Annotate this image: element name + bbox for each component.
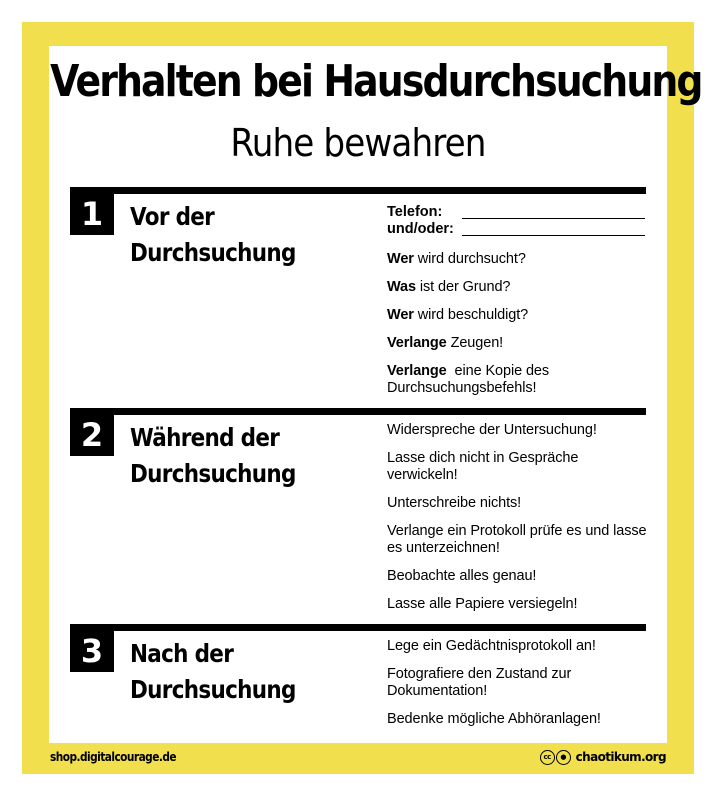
item-text: ist der Grund? — [415, 279, 511, 295]
list-item: Lasse dich nicht in Gespräche verwickeln! — [387, 450, 579, 483]
page-subtitle: Ruhe bewahren — [230, 121, 486, 165]
section-items — [387, 638, 649, 739]
item-emphasis: Wer — [387, 251, 414, 267]
section-heading — [130, 199, 380, 271]
phone-label: Telefon: — [387, 204, 443, 220]
list-item: Beobachte alles genau! — [387, 568, 537, 584]
section-divider — [70, 408, 646, 415]
list-item: Unterschreibe nichts! — [387, 495, 522, 511]
item-text: wird durchsucht? — [413, 251, 526, 267]
item-text: wird beschuldigt? — [413, 307, 529, 323]
list-item: Lasse alle Papiere versiegeln! — [387, 596, 578, 612]
section-heading-line2: Durchsuchung — [130, 675, 296, 704]
item-emphasis: Was — [387, 279, 416, 295]
footer-site-link[interactable]: chaotikum.org — [575, 750, 666, 764]
list-item — [387, 335, 649, 352]
list-item — [387, 279, 649, 296]
page-title: Verhalten bei Hausdurchsuchung — [50, 56, 702, 107]
section-items — [387, 422, 649, 624]
section-number-badge: 1 — [70, 194, 114, 235]
alternate-phone-field — [387, 221, 649, 238]
list-item: Verlange ein Protokoll prüfe es und lasse es unterzeichnen! — [387, 523, 647, 556]
section-divider — [70, 624, 646, 631]
footer-shop-link[interactable]: shop.digitalcourage.de — [50, 750, 176, 764]
item-emphasis: Wer — [387, 307, 414, 323]
section-heading — [130, 636, 380, 708]
section-number-badge: 3 — [70, 631, 114, 672]
section-items — [387, 204, 649, 408]
section-number-badge: 2 — [70, 415, 114, 456]
attribution-icon: ● — [556, 750, 571, 765]
section-heading — [130, 420, 380, 492]
section-heading-line1: Nach der — [130, 639, 234, 668]
phone-line — [462, 218, 645, 219]
section-divider — [70, 187, 646, 194]
list-item — [387, 363, 649, 397]
license-icons — [540, 750, 572, 765]
section-heading-line2: Durchsuchung — [130, 238, 296, 267]
list-item: Lege ein Gedächtnisprotokoll an! — [387, 638, 596, 654]
section-heading-line2: Durchsuchung — [130, 459, 296, 488]
list-item — [387, 307, 649, 324]
list-item: Fotografiere den Zustand zur Dokumentation! — [387, 666, 572, 699]
phone-field — [387, 204, 649, 221]
item-emphasis: Verlange — [387, 363, 447, 379]
footer-credit — [540, 748, 666, 766]
item-text: Zeugen! — [446, 335, 504, 351]
creative-commons-icon: cc — [540, 750, 555, 765]
section-heading-line1: Während der — [130, 423, 280, 452]
alternate-phone-label: und/oder: — [387, 221, 454, 237]
item-text: eine Kopie des Durchsuchungsbefehls! — [387, 363, 553, 396]
list-item: Bedenke mögliche Abhöranlagen! — [387, 711, 601, 727]
item-emphasis: Verlange — [387, 335, 447, 351]
list-item: Widerspreche der Untersuchung! — [387, 422, 597, 438]
list-item — [387, 251, 649, 268]
alternate-phone-line — [462, 235, 645, 236]
section-heading-line1: Vor der — [130, 202, 215, 231]
